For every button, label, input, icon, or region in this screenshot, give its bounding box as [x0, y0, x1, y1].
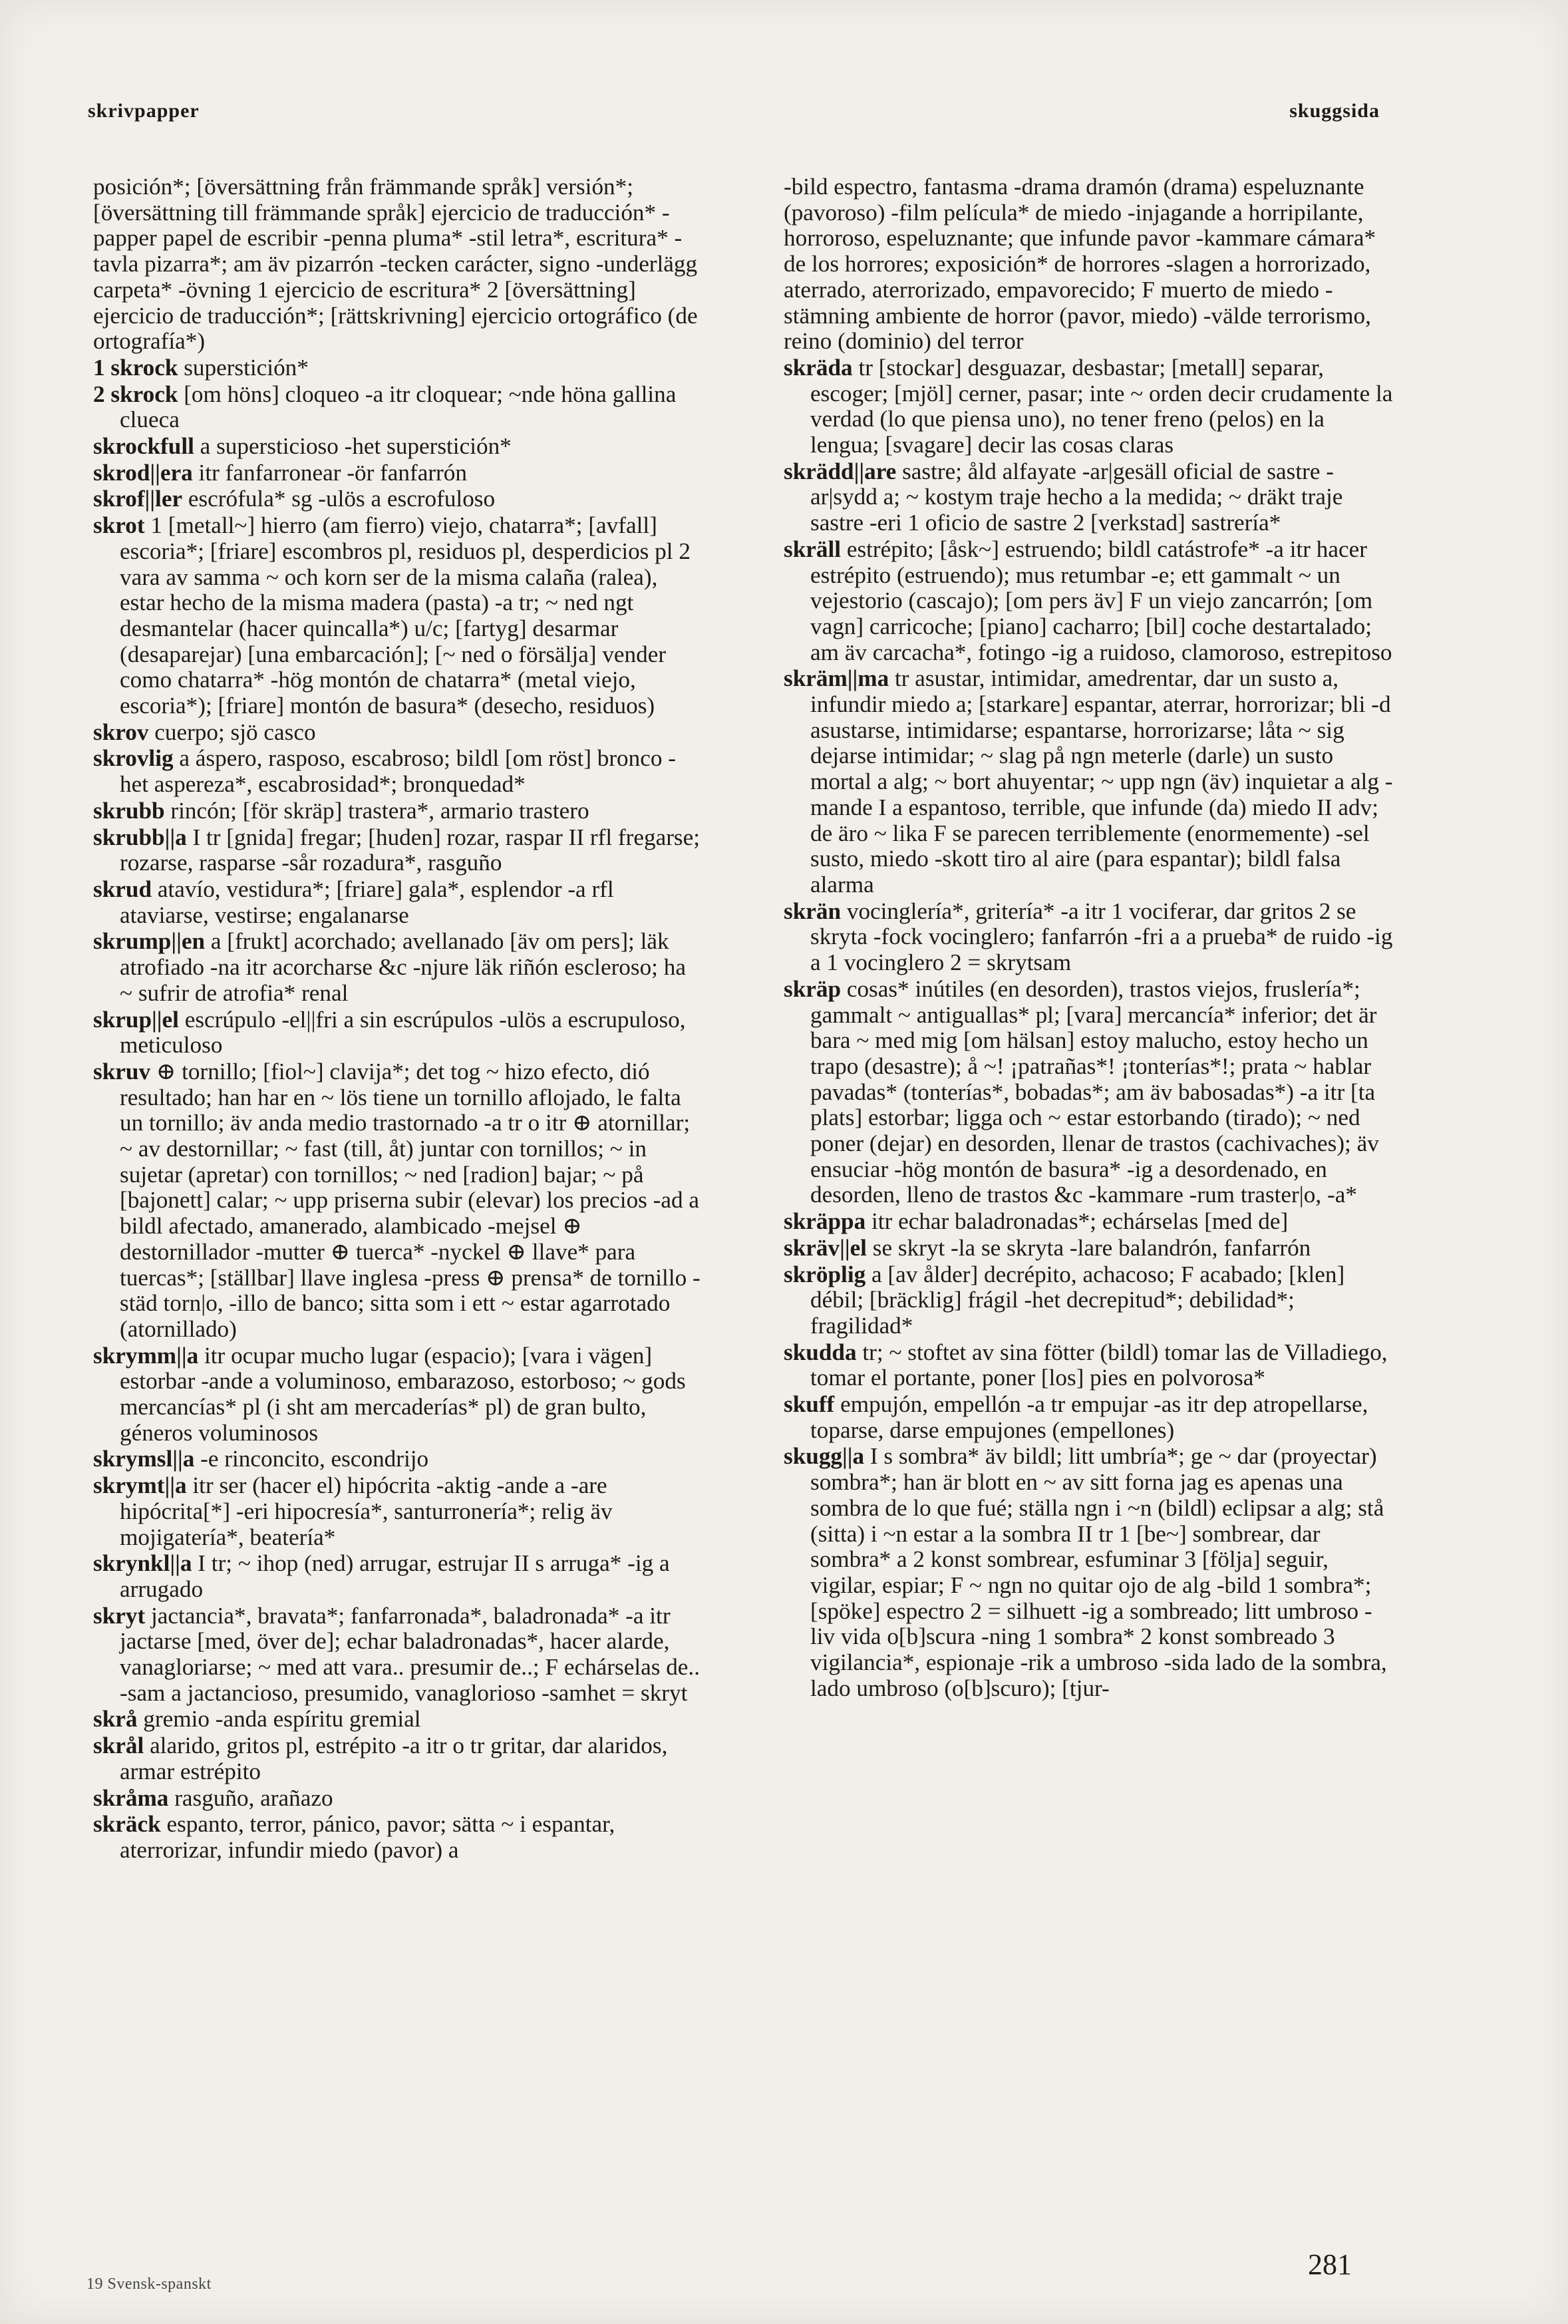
dictionary-entry [784, 977, 1394, 1208]
entry-definition: -bild espectro, fantasma -drama dramón (drama) espeluznante (pavoroso) -film película* de miedo -injagande a horripilante, horroroso, espeluznante; que infunde pavor -kammare cámara* de los horrores; exposición* de horrores -slagen a horrorizado, aterrado, aterrorizado, empavorecido; F muerto de miedo -stämning ambiente de horror (pavor, miedo) -välde terrorismo, reino (dominio) del terror [784, 174, 1376, 355]
dictionary-entry [784, 174, 1394, 355]
entry-definition: a áspero, rasposo, escabroso; bildl [om röst] bronco -het aspereza*, escabrosidad*; bronquedad* [120, 745, 676, 798]
entry-definition: tr; ~ stoftet av sina fötter (bildl) tomar las de Villadiego, tomar el portante, poner [los] pies en polvorosa* [810, 1339, 1388, 1391]
entry-definition: vocinglería*, gritería* -a itr 1 vociferar, dar gritos 2 se skryta -fock vocinglero; fanfarrón -fri a a prueba* de ruido -ig a 1 vocinglero 2 = skrytsam [810, 898, 1393, 976]
entry-definition: espanto, terror, pánico, pavor; sätta ~ i espantar, aterrorizar, infundir miedo (pavor) a [120, 1811, 615, 1863]
dictionary-entry [784, 1392, 1394, 1443]
entry-headword: skryt [93, 1602, 146, 1629]
entry-headword: skudda [784, 1339, 857, 1365]
entry-headword: skräda [784, 354, 853, 381]
entry-headword: skrå [93, 1706, 138, 1733]
dictionary-entry [93, 929, 704, 1006]
dictionary-entry [93, 1707, 704, 1733]
entry-definition: se skryt -la se skryta -lare balandrón, fanfarrón [866, 1234, 1311, 1261]
dictionary-entry [784, 355, 1394, 458]
entry-definition: tr [stockar] desguazar, desbastar; [metall] separar, escoger; [mjöl] cerner, pasar; inte ~ orden decir crudamente la verdad (lo que piensa uno), no tener freno (pelos) en la lengua; [svagare] decir las cosas claras [810, 354, 1393, 458]
entry-definition: escrúpulo -el||fri a sin escrúpulos -ulös a escrupuloso, meticuloso [120, 1006, 686, 1059]
dictionary-entry [93, 1733, 704, 1784]
dictionary-entry [93, 355, 704, 381]
dictionary-entry [93, 513, 704, 719]
entry-headword: skräll [784, 536, 842, 562]
dictionary-entry [93, 1059, 704, 1343]
entry-definition: I s sombra* äv bildl; litt umbría*; ge ~ dar (proyectar) sombra*; han är blott en ~ av sitt forna jag es apenas una sombra de lo que fué; ställa ngn i ~n (bildl) eclipsar a alg; stå (sitta) i ~n estar a la sombra II tr 1 [be~] sombrear, dar sombra* a 2 konst sombrear, esfuminar 3 [följa] seguir, vigilar, espiar; F ~ ngn no quitar ojo de alg -bild 1 sombra*; [spöke] espectro 2 = silhuett -ig a sombreado; litt umbroso -liv vida o[b]scura -ning 1 sombra* 2 konst sombreado 3 vigilancia*, espionaje -rik a umbroso -sida lado de la sombra, lado umbroso (o[b]scuro); [tjur- [810, 1443, 1387, 1701]
entry-definition: I tr [gnida] fregar; [huden] rozar, raspar II rfl fregarse; rozarse, rasparse -sår rozadura*, rasguño [120, 824, 700, 876]
entry-headword: skugg||a [784, 1443, 865, 1470]
dictionary-entry [93, 382, 704, 433]
entry-headword: skrän [784, 898, 842, 924]
dictionary-entry [93, 1812, 704, 1863]
entry-headword: skrovlig [93, 745, 174, 772]
entry-headword: skrud [93, 876, 152, 902]
entry-definition: jactancia*, bravata*; fanfarronada*, baladronada* -a itr jactarse [med, över de]; echar baladronadas*, hacer alarde, vanagloriarse; ~ med att vara.. presumir de..; F echárselas de.. -sam a jactancioso, presumido, vanaglorioso -samhet = skryt [120, 1602, 701, 1706]
entry-headword: skrymt||a [93, 1472, 187, 1499]
dictionary-entry [93, 720, 704, 746]
dictionary-entry [784, 1444, 1394, 1701]
entry-definition: cuerpo; sjö casco [148, 719, 316, 745]
entry-definition: 1 [metall~] hierro (am fierro) viejo, chatarra*; [avfall] escoria*; [friare] escombros pl, residuos pl, desperdicios pl 2 vara av samma ~ och korn ser de la misma calaña (ralea), estar hecho de la misma madera (pasta) -a tr; ~ ned ngt desmantelar (hacer quincalla*) u/c; [fartyg] desarmar (desaparejar) [una embarcación]; [~ ned o försälja] vender como chatarra* -hög montón de chatarra* (metal viejo, escoria*); [friare] montón de basura* (desecho, residuos) [120, 512, 691, 719]
entry-headword: skräv||el [784, 1234, 867, 1261]
entry-definition: itr fanfarronear -ör fanfarrón [192, 459, 467, 486]
entry-definition: [om höns] cloqueo -a itr cloquear; ~nde höna gallina clueca [120, 381, 677, 433]
right-column [784, 174, 1394, 1702]
entry-headword: skrädd||are [784, 458, 897, 484]
dictionary-entry [93, 798, 704, 824]
entry-headword: 2 skrock [93, 381, 178, 407]
dictionary-entry [93, 825, 704, 876]
entry-headword: skräm||ma [784, 665, 889, 692]
entry-headword: skrup||el [93, 1006, 179, 1033]
entry-headword: skrod||era [93, 459, 193, 486]
entry-definition: a [frukt] acorchado; avellanado [äv om pers]; läk atrofiado -na itr acorcharse &c -njure läk riñón escleroso; ha ~ sufrir de atrofia* renal [120, 928, 686, 1006]
entry-headword: skrubb [93, 797, 165, 824]
entry-headword: skuff [784, 1391, 835, 1418]
dictionary-entry [93, 1343, 704, 1446]
entry-definition: I tr; ~ ihop (ned) arrugar, estrujar II s arruga* -ig a arrugado [120, 1550, 670, 1602]
dictionary-entry [784, 899, 1394, 976]
entry-headword: skrot [93, 512, 145, 539]
entry-definition: a supersticioso -het superstición* [194, 433, 512, 460]
entry-headword: skråma [93, 1784, 169, 1811]
entry-headword: skrov [93, 719, 149, 745]
entry-definition: itr ser (hacer el) hipócrita -aktig -ande a -are hipócrita[*] -eri hipocresía*, santurronería*; relig äv mojigatería*, beatería* [120, 1472, 613, 1550]
dictionary-entry [784, 537, 1394, 666]
entry-definition: escrófula* sg -ulös a escrofuloso [182, 486, 496, 512]
entry-definition: tr asustar, intimidar, amedrentar, dar un susto a, infundir miedo a; [starkare] espantar, aterrar, horrorizar; bli -d asustarse, intimidarse; espantarse, horrorizarse; låta ~ sig dejarse intimidar; ~ slag på ngn meterle (darle) un susto mortal a alg; ~ bort ahuyentar; ~ upp ngn (äv) inquietar a alg -mande I a espantoso, terrible, que infunde (da) miedo II adv; de äro ~ lika F se parecen terriblemente (enormemente) -sel susto, miedo -skott tiro al aire (para espantar); bildl falsa alarma [810, 665, 1393, 898]
entry-headword: skrymsl||a [93, 1446, 195, 1472]
entry-definition: atavío, vestidura*; [friare] gala*, esplendor -a rfl ataviarse, vestirse; engalanarse [120, 876, 614, 928]
dictionary-entry [93, 1473, 704, 1550]
left-column [93, 174, 704, 1864]
entry-headword: skräp [784, 975, 842, 1002]
dictionary-entry [93, 174, 704, 355]
entry-headword: skräppa [784, 1208, 866, 1235]
signature-mark: 19 Svensk-spanskt [86, 2275, 212, 2293]
dictionary-entry [93, 434, 704, 460]
entry-definition: empujón, empellón -a tr empujar -as itr dep atropellarse, toparse, darse empujones (empellones) [810, 1391, 1368, 1443]
entry-headword: skröplig [784, 1261, 866, 1287]
dictionary-entry [784, 666, 1394, 898]
entry-definition: estrépito; [åsk~] estruendo; bildl catástrofe* -a itr hacer estrépito (estruendo); mus retumbar -e; ett gammalt ~ un vejestorio (cascajo); [om pers äv] F un viejo zancarrón; [om vagn] carricoche; [piano] cacharro; [bil] coche destartalado; am äv carcacha*, fotingo -ig a ruidoso, clamoroso, estrepitoso [810, 536, 1392, 665]
dictionary-entry [93, 877, 704, 928]
page-number: 281 [1308, 2248, 1352, 2281]
dictionary-entry [93, 1446, 704, 1472]
dictionary-entry [93, 460, 704, 486]
dictionary-entry [93, 1786, 704, 1812]
entry-definition: -e rinconcito, escondrijo [194, 1446, 429, 1472]
dictionary-entry [93, 746, 704, 797]
running-head-right: skuggsida [1289, 100, 1380, 122]
entry-headword: skräck [93, 1811, 161, 1838]
dictionary-entry [784, 1262, 1394, 1339]
entry-headword: skrof||ler [93, 486, 183, 512]
entry-definition: rincón; [för skräp] trastera*, armario trastero [164, 797, 589, 824]
entry-headword: skrump||en [93, 928, 206, 955]
dictionary-entry [93, 486, 704, 512]
entry-headword: skrymm||a [93, 1342, 199, 1369]
dictionary-entry [784, 459, 1394, 536]
entry-definition: gremio -anda espíritu gremial [137, 1706, 421, 1733]
entry-definition: rasguño, arañazo [168, 1784, 333, 1811]
entry-headword: 1 skrock [93, 354, 178, 381]
entry-definition: a [av ålder] decrépito, achacoso; F acabado; [klen] débil; [bräcklig] frágil -het decrepitud*; debilidad*; fragilidad* [810, 1261, 1345, 1339]
entry-definition: posición*; [översättning från främmande språk] versión*; [översättning till främmande språk] ejercicio de traducción* -papper papel de escribir -penna pluma* -stil letra*, escritura* -tavla pizarra*; am äv pizarrón -tecken carácter, signo -underlägg carpeta* -övning 1 ejercicio de escritura* 2 [översättning] ejercicio de traducción*; [rättskrivning] ejercicio ortográfico (de ortografía*) [93, 174, 698, 355]
entry-headword: skrål [93, 1733, 144, 1759]
entry-definition: superstición* [178, 354, 309, 381]
dictionary-entry [93, 1007, 704, 1059]
entry-definition: alarido, gritos pl, estrépito -a itr o tr gritar, dar alaridos, armar estrépito [120, 1733, 668, 1784]
dictionary-entry [784, 1340, 1394, 1391]
entry-headword: skrubb||a [93, 824, 187, 850]
entry-headword: skrockfull [93, 433, 194, 460]
dictionary-entry [784, 1209, 1394, 1235]
entry-definition: cosas* inútiles (en desorden), trastos viejos, fruslería*; gammalt ~ antiguallas* pl; [vara] mercancía* inferior; det är bara ~ med mig [om hälsan] estoy malucho, estoy hecho un trapo (desastre); å ~! ¡patrañas*! ¡tonterías*!; prata ~ hablar pavadas* (tonterías*, bobadas*; am äv babosadas*) -a itr [ta plats] estorbar; ligga och ~ estar estorbando (tirado); ~ ned poner (dejar) en desorden, llenar de trastos (cachivaches); äv ensuciar -hög montón de basura* -ig a desordenado, en desorden, lleno de trastos &c -kammare -rum traster|o, -a* [810, 975, 1379, 1208]
entry-definition: itr ocupar mucho lugar (espacio); [vara i vägen] estorbar -ande a voluminoso, embarazoso, estorboso; ~ gods mercancías* pl (i sht am mercaderías* pl) de gran bulto, géneros voluminosos [120, 1342, 686, 1446]
entry-definition: sastre; åld alfayate -ar|gesäll oficial de sastre -ar|sydd a; ~ kostym traje hecho a la medida; ~ dräkt traje sastre -eri 1 oficio de sastre 2 [verkstad] sastrería* [810, 458, 1343, 536]
running-head-left: skrivpapper [88, 100, 200, 122]
entry-headword: skrynkl||a [93, 1550, 192, 1577]
entry-headword: skruv [93, 1058, 151, 1084]
entry-definition: ⊕ tornillo; [fiol~] clavija*; det tog ~ hizo efecto, dió resultado; han har en ~ lös tiene un tornillo aflojado, le falta un tornillo; äv anda medio trastornado -a tr o itr ⊕ atornillar; ~ av destornillar; ~ fast (till, åt) juntar con tornillos; ~ in sujetar (apretar) con tornillos; ~ ned [radion] bajar; ~ på [bajonett] calar; ~ upp priserna subir (elevar) los precios -ad a bildl afectado, amanerado, alambicado -mejsel ⊕ destornillador -mutter ⊕ tuerca* -nyckel ⊕ llave* para tuercas*; [ställbar] llave inglesa -press ⊕ prensa* de tornillo -städ torn|o, -illo de banco; sitta som i ett ~ estar agarrotado (atornillado) [120, 1058, 701, 1342]
dictionary-entry [784, 1236, 1394, 1261]
dictionary-entry [93, 1603, 704, 1707]
dictionary-entry [93, 1551, 704, 1602]
entry-definition: itr echar baladronadas*; echárselas [med de] [865, 1208, 1289, 1235]
